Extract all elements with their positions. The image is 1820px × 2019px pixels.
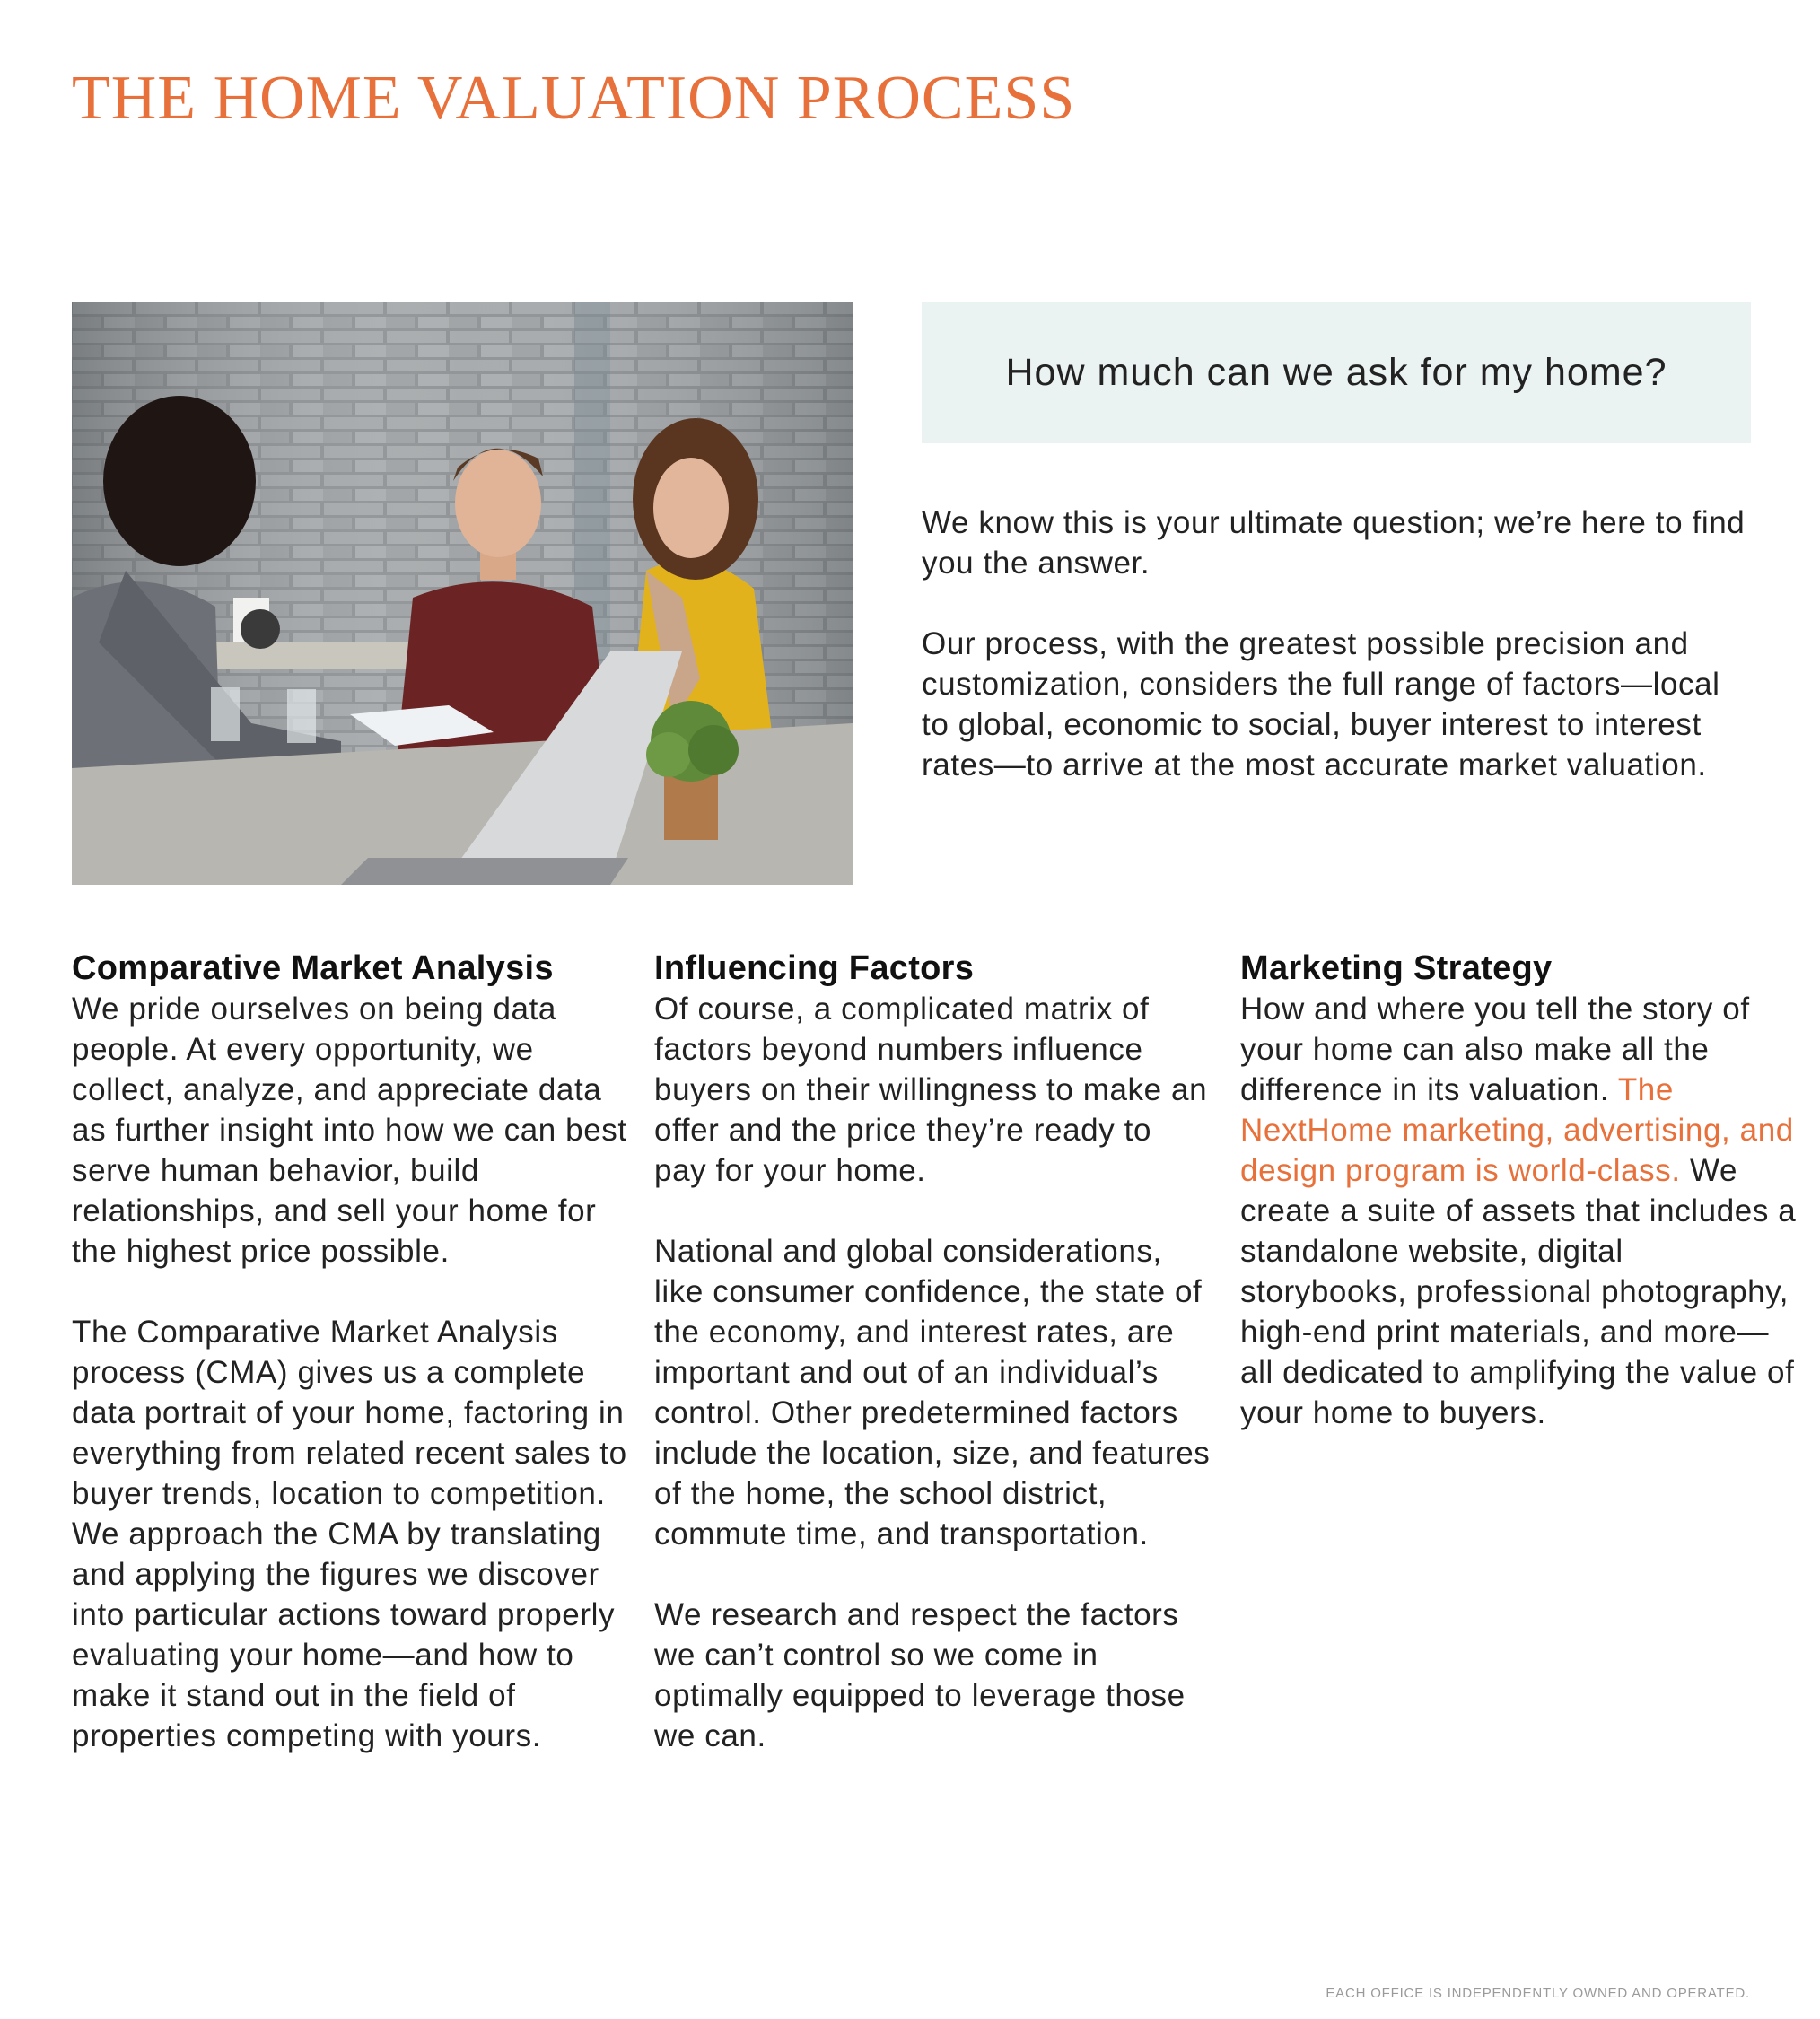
intro-paragraph-1: We know this is your ultimate question; we’re here to find you the answer. bbox=[922, 505, 1746, 581]
cma-paragraph-1: We pride ourselves on being data people. At every opportunity, we collect, analyze, and appreciate data as further insight into how we can best serve human behavior, build relationships, and sell your home for the highest price possible. bbox=[72, 992, 627, 1269]
marketing-paragraph-1 bbox=[1240, 989, 1797, 1433]
column-comparative-market-analysis bbox=[72, 948, 628, 1756]
column-influencing-factors bbox=[654, 948, 1211, 1756]
question-callout bbox=[922, 302, 1751, 443]
marketing-highlight: The NextHome marketing, advertising, and design program is world-class. bbox=[1240, 1072, 1794, 1188]
influencing-paragraph-1: Of course, a complicated matrix of factors beyond numbers influence buyers on their willingness to make an offer and the price they’re ready to pay for your home. bbox=[654, 992, 1208, 1188]
marketing-text-end: We create a suite of assets that includes a standalone website, digital storybooks, professional photography, high-end print materials, and more—all dedicated to amplifying the value of your home to buyers. bbox=[1240, 1153, 1797, 1430]
influencing-paragraph-3: We research and respect the factors we can’t control so we come in optimally equipped to leverage those we can. bbox=[654, 1597, 1186, 1753]
influencing-paragraph-2: National and global considerations, like consumer confidence, the state of the economy, and interest rates, are important and out of an individual’s control. Other predetermined factors include the location, size, and features of the home, the school district, commute time, and transportation. bbox=[654, 1234, 1211, 1551]
section-heading-influencing: Influencing Factors bbox=[654, 949, 975, 987]
intro-paragraph-2: Our process, with the greatest possible precision and customization, considers the full range of factors—local to global, economic to social, buyer interest to interest rates—to arrive at the most accurate market valuation. bbox=[922, 626, 1720, 782]
meeting-photo bbox=[72, 302, 853, 885]
column-marketing-strategy bbox=[1240, 948, 1797, 1433]
intro-text bbox=[922, 503, 1751, 785]
footer-disclaimer: EACH OFFICE IS INDEPENDENTLY OWNED AND OPERATED. bbox=[1326, 1986, 1750, 2001]
meeting-photo-illustration bbox=[72, 302, 853, 885]
question-text: How much can we ask for my home? bbox=[1005, 350, 1667, 394]
marketing-text-start: How and where you tell the story of your home can also make all the difference in its valuation. bbox=[1240, 992, 1750, 1107]
section-heading-marketing: Marketing Strategy bbox=[1240, 949, 1553, 987]
section-heading-cma: Comparative Market Analysis bbox=[72, 949, 554, 987]
page-title: THE HOME VALUATION PROCESS bbox=[72, 64, 1076, 133]
cma-paragraph-2: The Comparative Market Analysis process (CMA) gives us a complete data portrait of your home, factoring in everything from related recent sales to buyer trends, location to competition. We approach the CMA by translating and applying the figures we discover into particular actions toward properly evaluating your home—and how to make it stand out in the field of properties competing with yours. bbox=[72, 1315, 627, 1753]
